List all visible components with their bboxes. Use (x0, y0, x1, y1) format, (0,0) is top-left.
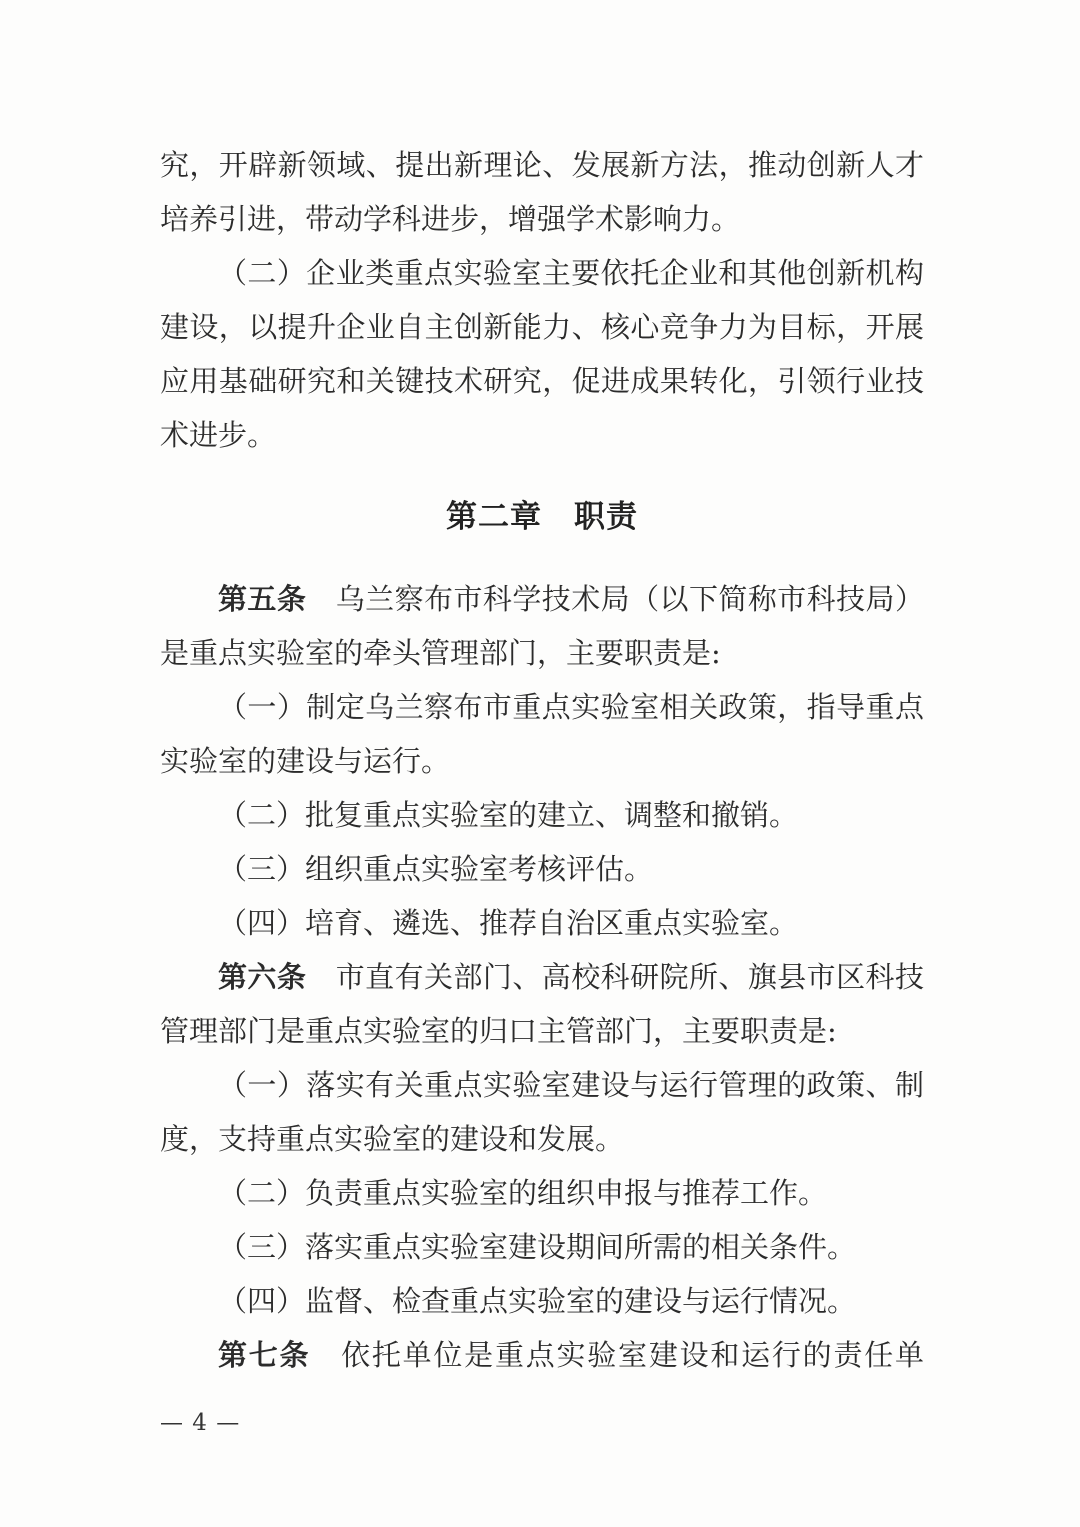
text-line-3 (160, 246, 924, 300)
text-line-14 (160, 896, 924, 950)
text-line-19 (160, 1166, 924, 1220)
text-segment: 术进步。 (160, 418, 277, 452)
chapter-heading (160, 490, 924, 544)
text-line-15 (160, 950, 924, 1004)
text-line-18 (160, 1112, 924, 1166)
bold-term: 第六条 (218, 960, 307, 994)
text-segment: （三）落实重点实验室建设期间所需的相关条件。 (218, 1230, 857, 1264)
text-line-11 (160, 734, 924, 788)
page-number: — 4 — (160, 1410, 241, 1436)
bold-term: 第七条 (218, 1338, 311, 1372)
text-segment: 市直有关部门、高校科研院所、旗县市区科技 (306, 960, 924, 994)
bold-term: 第二章 职责 (446, 499, 638, 535)
bold-term: 第五条 (218, 582, 307, 616)
text-segment: 度，支持重点实验室的建设和发展。 (160, 1122, 625, 1156)
text-segment: 究，开辟新领域、提出新理论、发展新方法，推动创新人才 (160, 148, 924, 182)
text-line-10 (160, 680, 924, 734)
text-line-13 (160, 842, 924, 896)
text-line-1 (160, 138, 924, 192)
text-segment: （二）企业类重点实验室主要依托企业和其他创新机构 (218, 256, 924, 290)
text-segment: 管理部门是重点实验室的归口主管部门，主要职责是: (160, 1014, 837, 1048)
text-line-2 (160, 192, 924, 246)
text-segment: 培养引进，带动学科进步，增强学术影响力。 (160, 202, 741, 236)
text-line-6 (160, 408, 924, 462)
text-segment: 建设，以提升企业自主创新能力、核心竞争力为目标，开展 (160, 310, 924, 344)
text-line-5 (160, 354, 924, 408)
text-line-12 (160, 788, 924, 842)
text-line-21 (160, 1274, 924, 1328)
text-segment: （二）批复重点实验室的建立、调整和撤销。 (218, 798, 799, 832)
text-line-20 (160, 1220, 924, 1274)
text-line-17 (160, 1058, 924, 1112)
text-segment: 实验室的建设与运行。 (160, 744, 451, 778)
text-segment: （三）组织重点实验室考核评估。 (218, 852, 654, 886)
text-segment: 应用基础研究和关键技术研究，促进成果转化，引领行业技 (160, 364, 924, 398)
text-line-22 (160, 1328, 924, 1382)
text-segment: （二）负责重点实验室的组织申报与推荐工作。 (218, 1176, 828, 1210)
text-line-4 (160, 300, 924, 354)
text-segment: （四）监督、检查重点实验室的建设与运行情况。 (218, 1284, 857, 1318)
text-segment: （一）落实有关重点实验室建设与运行管理的政策、制 (218, 1068, 924, 1102)
text-segment: 是重点实验室的牵头管理部门，主要职责是: (160, 636, 721, 670)
text-segment: 乌兰察布市科学技术局（以下简称市科技局） (306, 582, 924, 616)
document-body (160, 138, 924, 1382)
text-line-8 (160, 572, 924, 626)
text-segment: （四）培育、遴选、推荐自治区重点实验室。 (218, 906, 799, 940)
text-segment: 依托单位是重点实验室建设和运行的责任单 (310, 1338, 924, 1372)
text-line-16 (160, 1004, 924, 1058)
text-line-9 (160, 626, 924, 680)
text-segment: （一）制定乌兰察布市重点实验室相关政策，指导重点 (218, 690, 924, 724)
